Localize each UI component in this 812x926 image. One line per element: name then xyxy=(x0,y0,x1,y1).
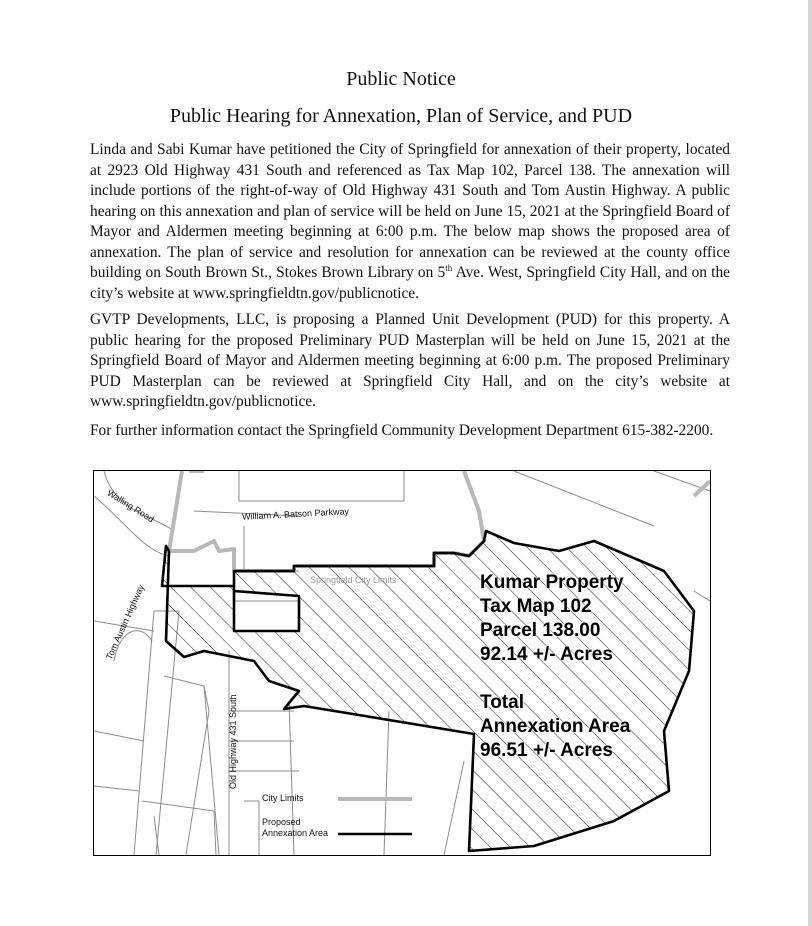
paragraph-annexation-text: Linda and Sabi Kumar have petitioned the City of Springfield for annexation of their property, located at 2923 Old Highway 431 South and referenced as Tax Map 102, Parcel 138. The annexation will include portions of the right-of-way of Old Highway 431 South and Tom Austin Highway. A public hearing on this annexation and plan of service will be held on June 15, 2021 at the Springfield Board of Mayor and Aldermen meeting beginning at 6:00 p.m. The below map shows the proposed area of annexation. The plan of service and resolution for annexation can be reviewed at the county office building on South Brown St., Stokes Brown Library on 5 xyxy=(90,141,730,281)
ordinal-suffix: th xyxy=(445,262,453,273)
property-label-line: Kumar Property xyxy=(480,572,624,593)
legend-city-limits-label: City Limits xyxy=(262,793,304,803)
road-label-batson: William A. Batson Parkway xyxy=(241,506,350,522)
road-label-old-highway xyxy=(228,694,238,789)
property-label-line: Tax Map 102 xyxy=(480,596,592,617)
property-label xyxy=(480,571,630,763)
road-label-old-highway-text: Old Highway 431 South xyxy=(228,694,238,789)
property-label-line: 92.14 +/- Acres xyxy=(480,644,613,665)
property-label-line: Annexation Area xyxy=(480,716,631,737)
road-label-walling: Walling Road xyxy=(105,487,156,525)
paragraph-pud: GVTP Developments, LLC, is proposing a Planned Unit Development (PUD) for this property. A public hearing for the proposed Preliminary PUD Masterplan will be held on June 15, 2021 at the Springfield Board of Mayor and Aldermen meeting beginning at 6:00 p.m. The proposed Preliminary PUD Masterplan can be reviewed at Springfield City Hall, and on the city’s website at www.springfieldtn.gov/publicnotice. xyxy=(90,311,730,410)
property-label-line: Parcel 138.00 xyxy=(480,620,601,641)
paragraph-contact: For further information contact the Springfield Community Development Department 615-382-2200. xyxy=(90,422,714,439)
legend-annexation-line2: Annexation Area xyxy=(262,828,329,838)
property-label-line: 96.51 +/- Acres xyxy=(480,740,613,761)
annexation-map xyxy=(93,470,711,856)
paragraph-annexation-end: Ave. West, Springfield City Hall, and on the city’s website at www.springfieldtn.gov/publicnotice. xyxy=(90,264,730,302)
property-label-line xyxy=(480,667,630,691)
legend-annexation-line1: Proposed xyxy=(262,817,301,827)
property-label-line: Total xyxy=(480,692,524,713)
road-label-tom-austin-text: Tom Austin Highway xyxy=(104,582,147,662)
legend-annexation-label xyxy=(262,817,328,839)
city-limits-label: Springfield City Limits xyxy=(310,575,397,585)
page-edge-shadow xyxy=(808,0,812,926)
notice-title: Public Notice xyxy=(346,68,456,90)
notice-subtitle: Public Hearing for Annexation, Plan of Service, and PUD xyxy=(169,105,633,127)
paragraph-annexation xyxy=(90,140,730,304)
